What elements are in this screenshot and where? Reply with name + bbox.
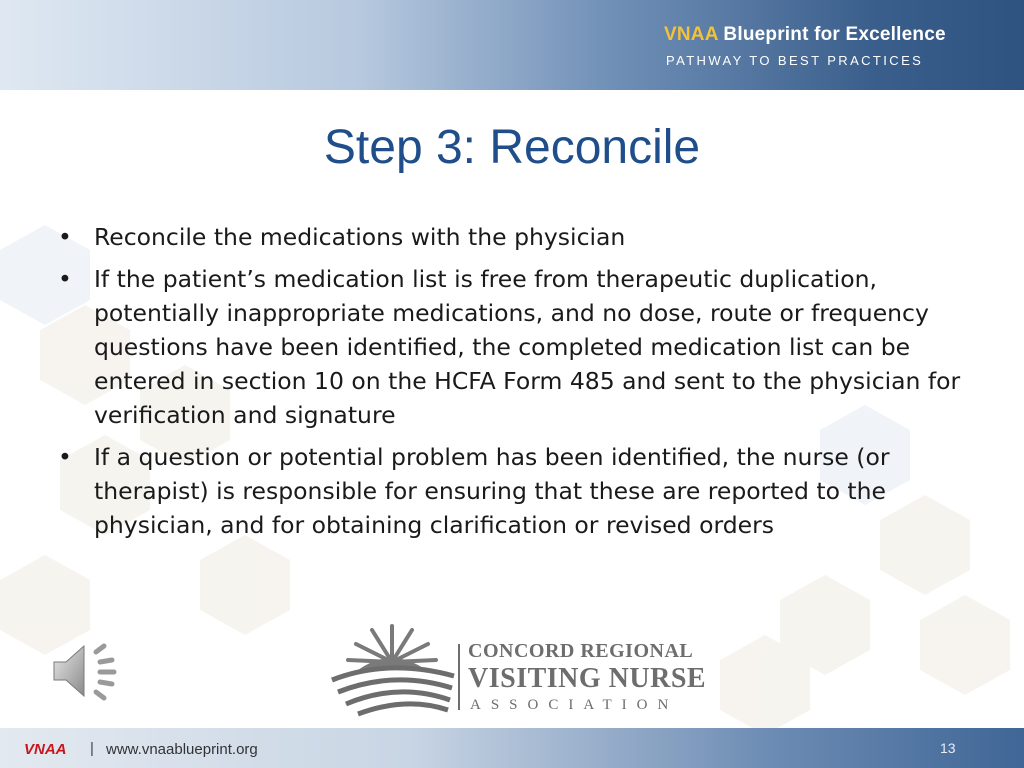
- slide-title: Step 3: Reconcile: [323, 121, 701, 174]
- bullet-dot: •: [58, 223, 72, 251]
- header-brand: [664, 24, 1024, 46]
- bullet-dot: •: [58, 265, 72, 293]
- bullet-list: [58, 220, 978, 550]
- bullet-dot: •: [58, 443, 72, 471]
- header-brand-suffix: Blueprint for Excellence: [723, 24, 946, 45]
- footer-url-link[interactable]: www.vnaablueprint.org: [106, 741, 258, 758]
- bullet-text: Reconcile the medications with the physician: [94, 223, 626, 251]
- logo-text-line3: ASSOCIATION: [470, 697, 679, 713]
- logo-text-line2: VISITING NURSE: [468, 663, 707, 694]
- bullet-item: [58, 262, 978, 432]
- bullet-text: If the patient’s medication list is free from therapeutic duplication, potentially inappropriate medications, and no dose, route or frequency questions have been identified, the completed medication list can be entered in section 10 on the HCFA Form 485 and sent to the physician for verification and signature: [94, 265, 961, 429]
- bullet-text: If a question or potential problem has been identified, the nurse (or therapist) is responsible for ensuring that these are reported to the physician, and for obtaining clarification or revised orders: [94, 443, 890, 539]
- footer-bar: [0, 728, 1024, 768]
- header-banner: [0, 0, 1024, 90]
- footer-brand: VNAA: [24, 741, 67, 758]
- bullet-item: [58, 440, 978, 542]
- footer-separator: |: [90, 740, 94, 757]
- logo-text-line1: CONCORD REGIONAL: [468, 640, 694, 662]
- bullet-item: [58, 220, 978, 254]
- logo-divider: [458, 644, 460, 710]
- header-brand-vnaa: VNAA: [664, 24, 718, 45]
- header-tagline: PATHWAY TO BEST PRACTICES: [666, 53, 924, 68]
- speaker-icon[interactable]: [50, 640, 120, 702]
- page-number: 13: [940, 740, 956, 756]
- sunrise-logo-icon: [328, 618, 456, 718]
